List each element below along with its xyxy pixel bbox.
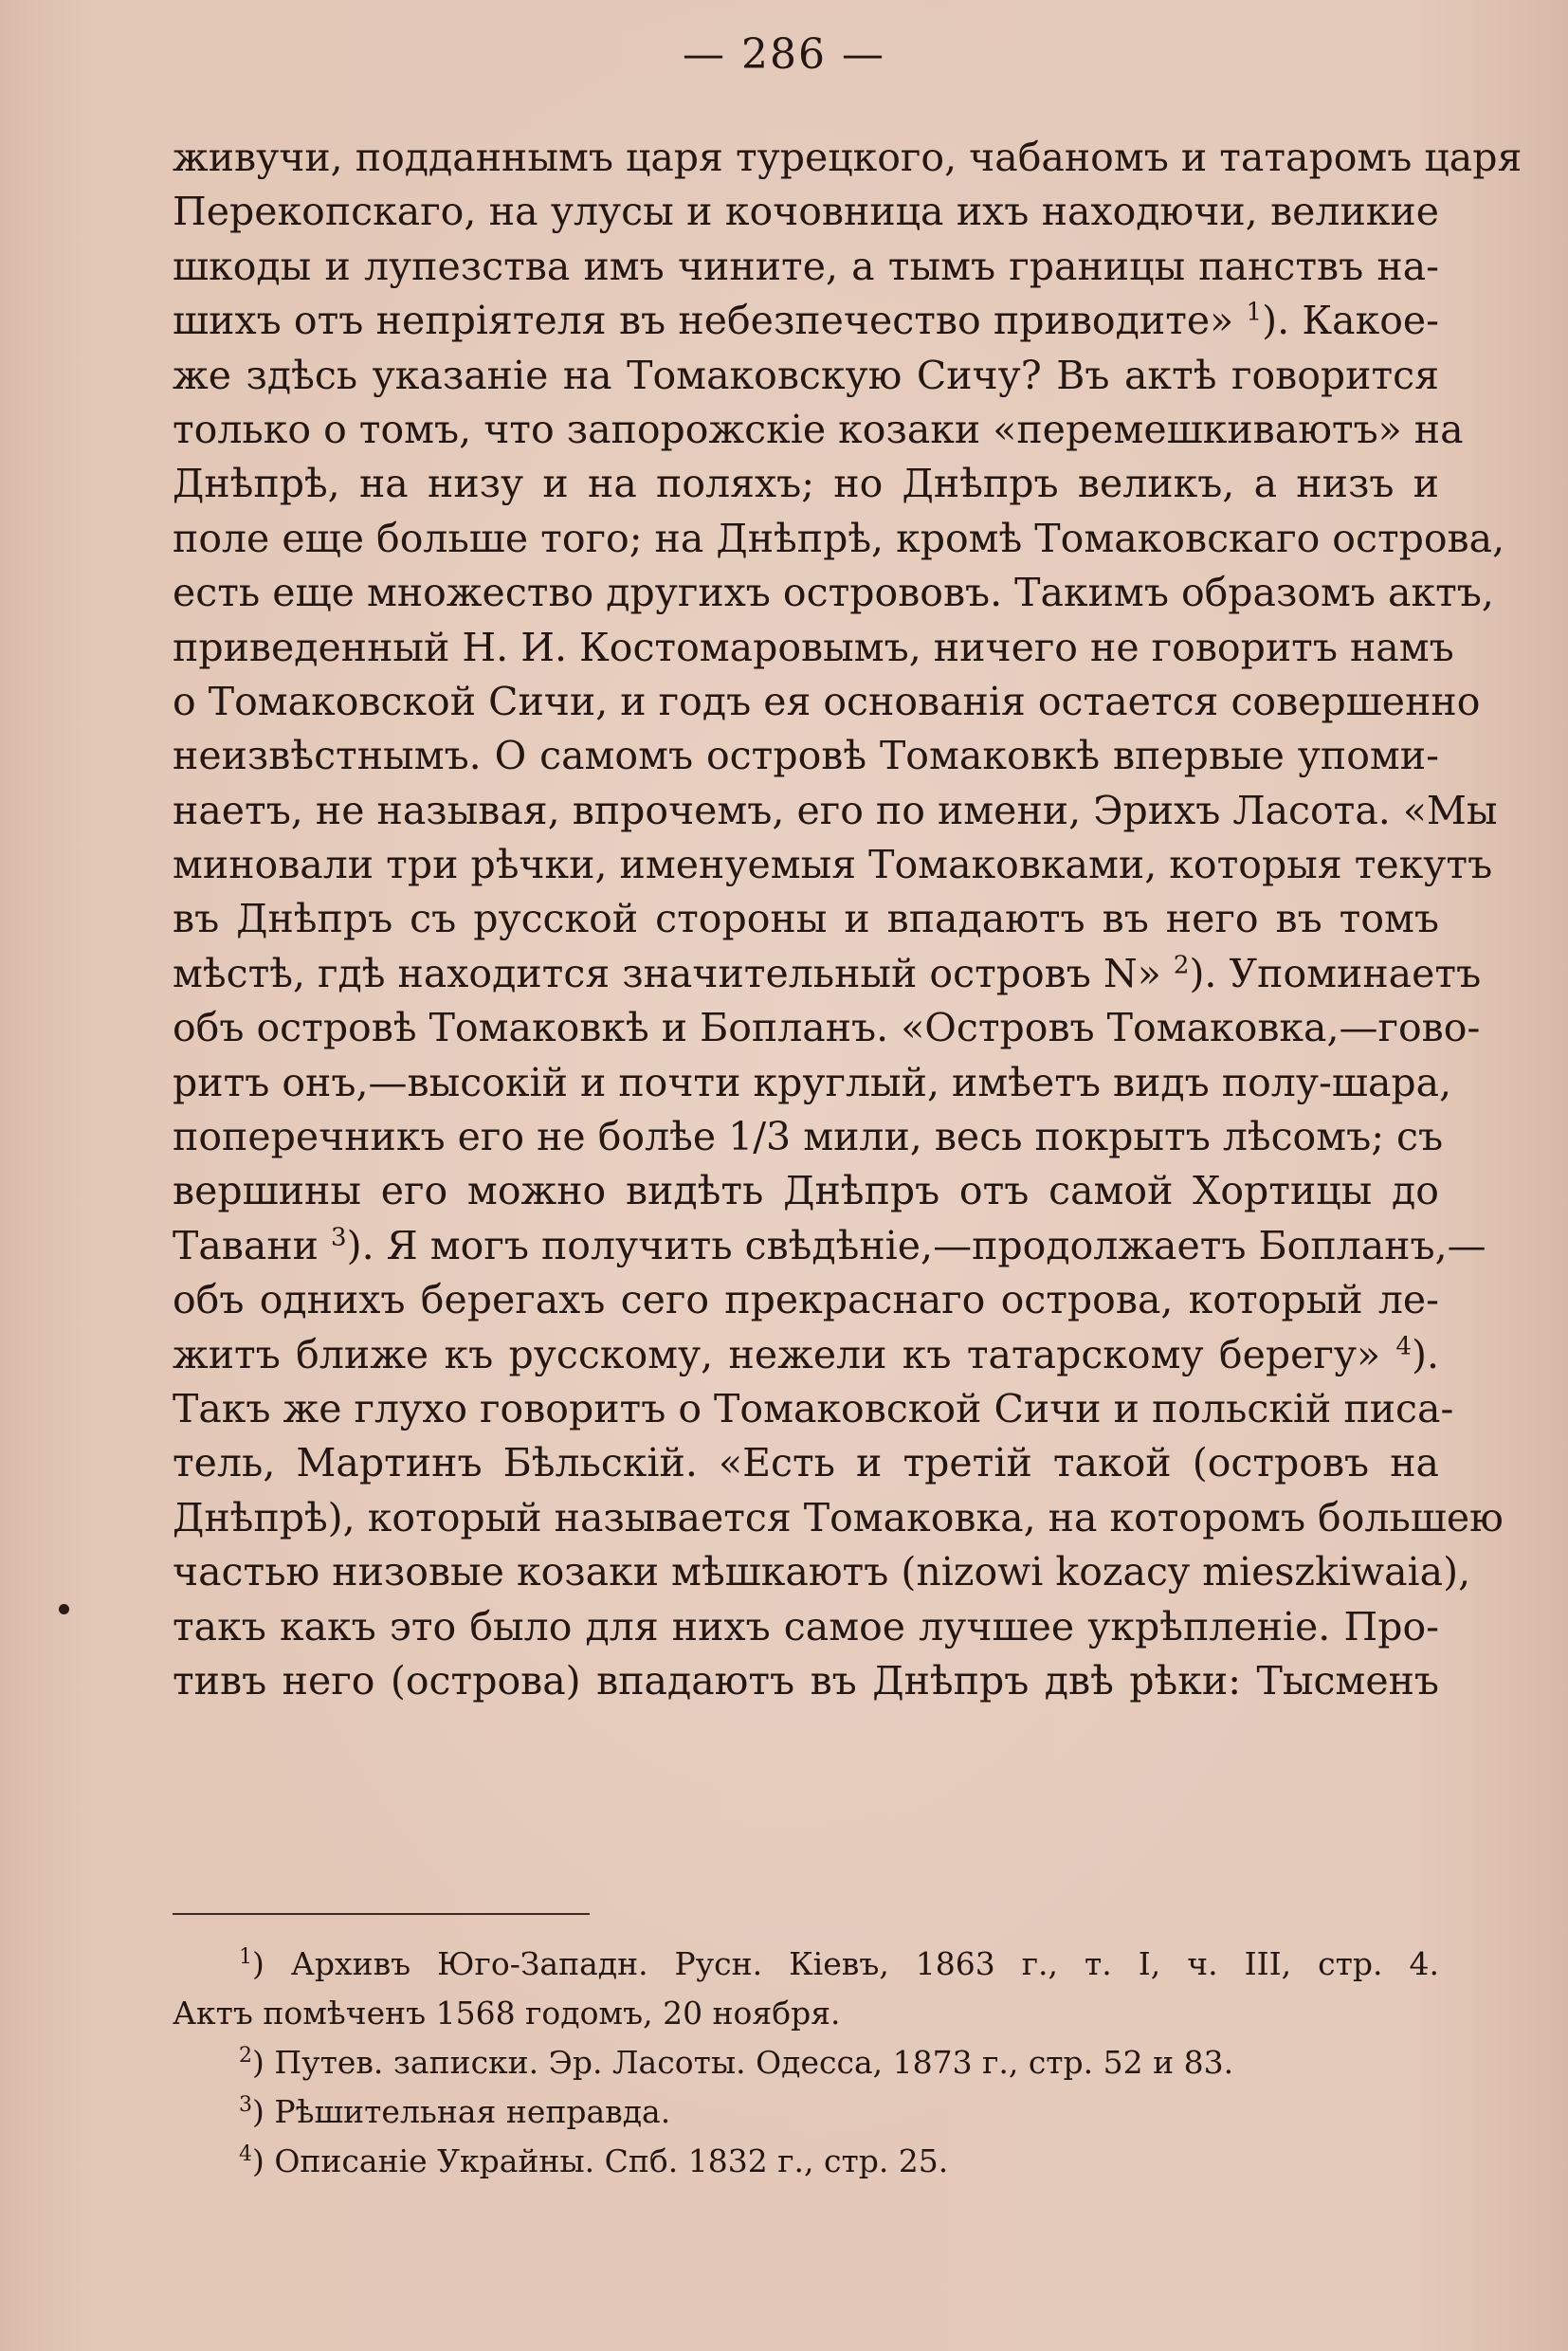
text-line-16-start: мѣстѣ, гдѣ находится значительный островъ N» xyxy=(173,950,1161,996)
text-line-29: тивъ него (острова) впадаютъ въ Днѣпръ двѣ рѣки: Тысменъ xyxy=(173,1657,1439,1704)
footnote-ref-3: 3 xyxy=(331,1223,347,1252)
footnote-1: $^1$) Архивъ Юго-Западн. Русн. Кiевъ, 1863 г., т. I, ч. III, стр. 4. xyxy=(239,1945,1439,1982)
text-line-22: объ однихъ берегахъ сего прекраснаго острова, который ле- xyxy=(173,1277,1439,1323)
footnote-ref-2: 2 xyxy=(1173,951,1190,980)
footnote-1-text: Архивъ Юго-Западн. Русн. Кiевъ, 1863 г., т. I, ч. III, стр. 4. xyxy=(290,1945,1439,1982)
footnote-ref-4: 4 xyxy=(1395,1331,1412,1360)
text-line-4-start: шихъ отъ непріятеля въ небезпечество приводите» xyxy=(173,298,1234,344)
footnote-3-text: Рѣшительная неправда. xyxy=(274,2093,671,2130)
page-number: — 286 — xyxy=(683,30,885,79)
footnote-4-mark: 4 xyxy=(239,2142,252,2166)
footnote-2-text: Путев. записки. Эр. Ласоты. Одесса, 1873 г., стр. 52 и 83. xyxy=(274,2044,1234,2081)
text-line-4 xyxy=(173,294,1439,348)
footnote-1-continued: Актъ помѣченъ 1568 годомъ, 20 ноября. xyxy=(173,1995,841,2032)
text-line-27: частью низовые козаки мѣшкаютъ (nizowi kozacy mieszkiwaia), xyxy=(173,1549,1471,1595)
text-line-23-start: житъ ближе къ русскому, нежели къ татарскому берегу» xyxy=(173,1331,1381,1377)
text-line-19-start: поперечникъ его не болѣе xyxy=(173,1114,717,1160)
footnotes-block xyxy=(173,1940,1439,2186)
text-line-11: о Томаковской Сичи, и годъ ея основанія остается совершенно xyxy=(173,678,1481,724)
margin-ink-dot xyxy=(59,1604,69,1614)
footnote-4-text: Описаніе Украйны. Спб. 1832 г., стр. 25. xyxy=(274,2142,949,2179)
footnote-2-mark: 2 xyxy=(239,2044,252,2068)
footnote-separator xyxy=(173,1913,590,1915)
text-line-16 xyxy=(173,947,1482,1001)
text-line-13: наетъ, не называя, впрочемъ, его по имени, Эрихъ Ласота. «Мы xyxy=(173,787,1498,833)
text-line-15: въ Днѣпръ съ русской стороны и впадаютъ въ него въ томъ xyxy=(173,896,1439,942)
text-line-28: такъ какъ это было для нихъ самое лучшее укрѣпленіе. Про- xyxy=(173,1603,1439,1649)
fraction-one-third: 1/3 xyxy=(728,1114,792,1160)
text-line-21-end: ). Я могъ получить свѣдѣніе,—продолжаетъ Бопланъ,— xyxy=(346,1222,1486,1268)
text-line-21-start: Тавани xyxy=(173,1222,319,1268)
footnote-4: $^4$) Описаніе Украйны. Спб. 1832 г., стр. 25. xyxy=(239,2142,949,2179)
text-line-10: приведенный Н. И. Костомаровымъ, ничего не говоритъ намъ xyxy=(173,624,1454,670)
footnote-3-mark: 3 xyxy=(239,2093,252,2117)
footnote-1-mark: 1 xyxy=(239,1945,252,1969)
text-line-19-end: мили, весь покрытъ лѣсомъ; съ xyxy=(803,1114,1444,1160)
text-line-4-end: ). Какое- xyxy=(1262,298,1439,344)
text-line-23 xyxy=(173,1328,1439,1382)
text-line-6: только о томъ, что запорожскіе козаки «перемешкиваютъ» на xyxy=(173,406,1464,452)
main-text-block xyxy=(173,131,1522,1708)
text-line-9: есть еще множество другихъ острововъ. Такимъ образомъ актъ, xyxy=(173,570,1494,616)
text-line-25: тель, Мартинъ Бѣльскій. «Есть и третій такой (островъ на xyxy=(173,1440,1439,1486)
text-line-14: миновали три рѣчки, именуемыя Томаковками, которыя текутъ xyxy=(173,842,1493,888)
text-line-3: шкоды и лупезства имъ чините, а тымъ границы панствъ на- xyxy=(173,243,1439,289)
text-line-16-end: ). Упоминаетъ xyxy=(1189,950,1482,996)
text-line-21 xyxy=(173,1219,1486,1273)
text-line-8: поле еще больше того; на Днѣпрѣ, кромѣ Томаковскаго острова, xyxy=(173,515,1505,561)
footnote-ref-1: 1 xyxy=(1246,298,1263,327)
text-line-5: же здѣсь указаніе на Томаковскую Сичу? Въ актѣ говорится xyxy=(173,352,1439,398)
text-line-17: объ островѣ Томаковкѣ и Бопланъ. «Островъ Томаковка,—гово- xyxy=(173,1005,1481,1051)
footnote-2: $^2$) Путев. записки. Эр. Ласоты. Одесса, 1873 г., стр. 52 и 83. xyxy=(239,2044,1234,2081)
text-line-2: Перекопскаго, на улусы и кочовница ихъ находючи, великие xyxy=(173,189,1439,235)
text-line-12: неизвѣстнымъ. О самомъ островѣ Томаковкѣ впервые упоми- xyxy=(173,733,1439,779)
text-line-24: Такъ же глухо говоритъ о Томаковской Сичи и польскій писа- xyxy=(173,1385,1454,1431)
text-line-26: Днѣпрѣ), который называется Томаковка, на которомъ большею xyxy=(173,1494,1504,1540)
text-line-23-end: ). xyxy=(1411,1331,1439,1377)
text-line-7: Днѣпрѣ, на низу и на поляхъ; но Днѣпръ великъ, а низъ и xyxy=(173,461,1439,507)
footnote-3: $^3$) Рѣшительная неправда. xyxy=(239,2093,671,2130)
text-line-18: ритъ онъ,—высокій и почти круглый, имѣетъ видъ полу-шара, xyxy=(173,1059,1452,1105)
text-line-19 xyxy=(173,1110,1444,1164)
text-line-20: вершины его можно видѣть Днѣпръ отъ самой Хортицы до xyxy=(173,1168,1439,1214)
text-line-1: живучи, подданнымъ царя турецкого, чабаномъ и татаромъ царя xyxy=(173,135,1522,180)
